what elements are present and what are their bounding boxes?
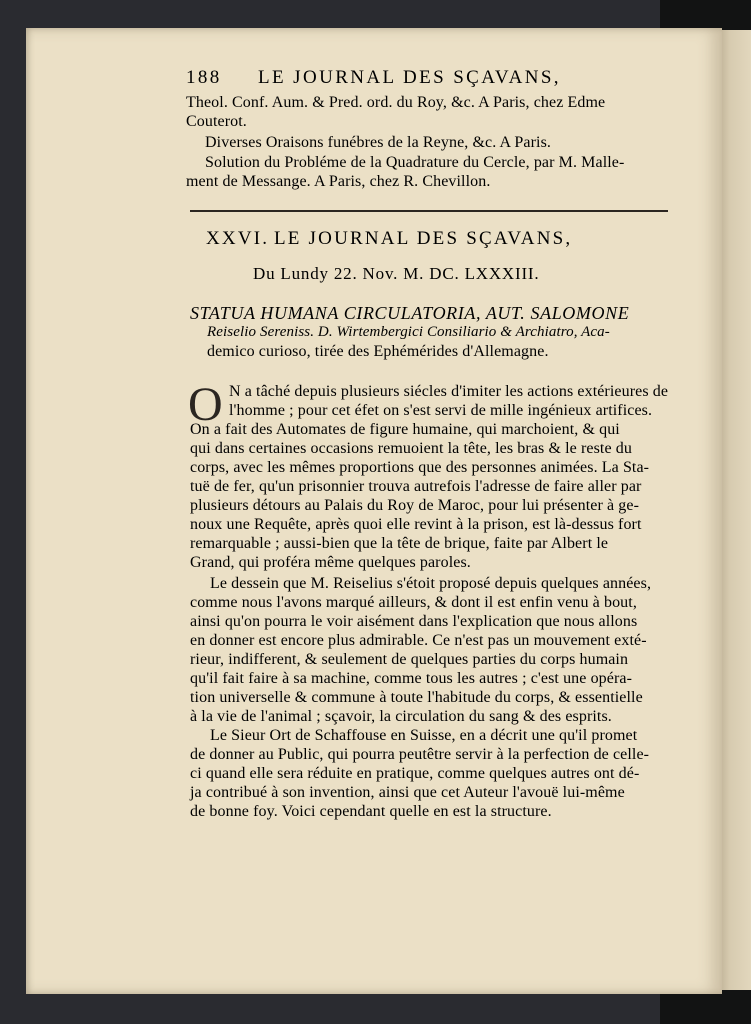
entry-line: Solution du Probléme de la Quadrature du Cercle, par M. Malle-	[205, 154, 625, 171]
body-line: Grand, qui proféra même quelques paroles.	[190, 554, 471, 571]
body-line: Le Sieur Ort de Schaffouse en Suisse, en a décrit une qu'il promet	[210, 727, 638, 744]
issue-number: XXVI.	[206, 228, 270, 249]
entry-line: ment de Messange. A Paris, chez R. Chevillon.	[186, 173, 491, 190]
body-line: à la vie de l'animal ; sçavoir, la circulation du sang & des esprits.	[190, 708, 612, 725]
body-line: ja contribué à son invention, ainsi que cet Auteur l'avouë lui-même	[190, 784, 625, 801]
body-line: tuë de fer, qu'un prisonnier trouva autrefois l'adresse de faire aller par	[190, 478, 642, 495]
body-line: qu'il fait faire à sa machine, comme tous les autres ; c'est une opéra-	[190, 670, 633, 687]
body-line: ci quand elle sera réduite en pratique, comme quelques autres ont dé-	[190, 765, 640, 782]
issue-title: LE JOURNAL DES SÇAVANS,	[274, 228, 573, 249]
body-line: N a tâché depuis plusieurs siécles d'imiter les actions extérieures de	[229, 383, 669, 400]
body-line: qui dans certaines occasions remuoient la tête, les bras & le reste du	[190, 440, 632, 457]
body-line: en donner est encore plus admirable. Ce n'est pas un mouvement exté-	[190, 632, 647, 649]
issue-date: Du Lundy 22. Nov. M. DC. LXXXIII.	[253, 264, 540, 283]
body-line: plusieurs détours au Palais du Roy de Maroc, pour lui présenter à ge-	[190, 497, 640, 514]
page-number: 188	[186, 67, 222, 88]
body-line: On a fait des Automates de figure humaine, qui marchoient, & qui	[190, 421, 620, 438]
body-line: ainsi qu'on pourra le voir aisément dans l'explication que nous allons	[190, 613, 638, 630]
body-line: corps, avec les mêmes proportions que des personnes animées. La Sta-	[190, 459, 650, 476]
body-line: noux une Requête, après quoi elle revint à la prison, est là-dessus fort	[190, 516, 642, 533]
body-line: remarquable ; aussi-bien que la tête de brique, faite par Albert le	[190, 535, 609, 552]
body-line: de donner au Public, qui pourra peutêtre servir à la perfection de celle-	[190, 746, 650, 763]
body-line: tion universelle & commune à toute l'habitude du corps, & essentielle	[190, 689, 643, 706]
entry-line: Couterot.	[186, 113, 247, 130]
article-title-line: demico curioso, tirée des Ephémérides d'Allemagne.	[207, 343, 549, 360]
entry-line: Diverses Oraisons funébres de la Reyne, &c. A Paris.	[205, 134, 552, 151]
body-line: rieur, indifferent, & seulement de quelques parties du corps humain	[190, 651, 629, 668]
section-divider	[190, 210, 668, 212]
running-title: LE JOURNAL DES SÇAVANS,	[258, 67, 561, 88]
body-line: comme nous l'avons marqué ailleurs, & dont il est enfin venu à bout,	[190, 594, 637, 611]
article-title-line: Reiselio Sereniss. D. Wirtembergici Consiliario & Archiatro, Aca-	[207, 324, 610, 340]
body-line: de bonne foy. Voici cependant quelle en est la structure.	[190, 803, 552, 820]
entry-line: Theol. Conf. Aum. & Pred. ord. du Roy, &c. A Paris, chez Edme	[186, 94, 606, 111]
body-line: Le dessein que M. Reiselius s'étoit proposé depuis quelques années,	[210, 575, 652, 592]
article-title-line: STATUA HUMANA CIRCULATORIA, AUT. SALOMONE	[190, 303, 630, 323]
drop-cap: O	[188, 378, 223, 431]
body-line: l'homme ; pour cet éfet on s'est servi de mille ingénieux artifices.	[229, 402, 653, 419]
